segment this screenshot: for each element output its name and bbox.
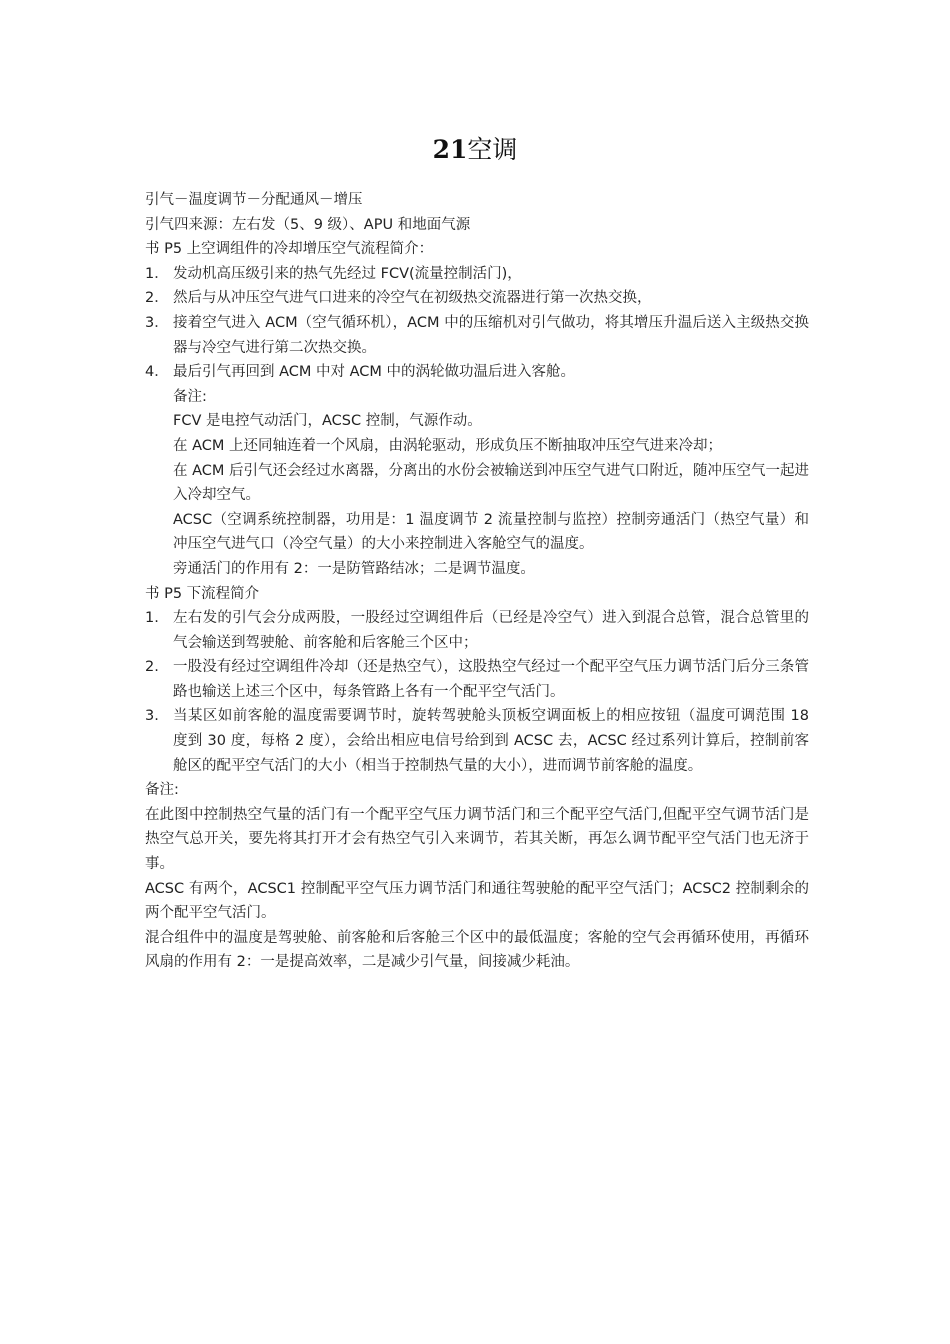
lower-list-item [145,606,809,655]
upper-list-item [145,311,809,360]
list-marker: 4． [145,364,169,381]
intro-line: 引气－温度调节－分配通风－增压 [145,192,363,208]
list-item-text: 接着空气进入 ACM（空气循环机），ACM 中的压缩机对引气做功，将其增压升温后送入主级热交换器与冷空气进行第二次热交换。 [173,314,809,356]
section-heading: 书 P5 下流程简介 [145,585,260,602]
list-marker: 3. [145,708,159,725]
list-marker: 3． [145,314,169,331]
document-body [145,188,809,975]
intro-line: 书 P5 上空调组件的冷却增压空气流程简介： [145,241,434,258]
list-marker: 2. [145,659,159,676]
list-item-text: 一股没有经过空调组件冷却（还是热空气），这股热空气经过一个配平空气压力调节活门后分三条管路也输送上述三个区中，每条管路上各有一个配平空气活门。 [173,659,809,700]
lower-note: 混合组件中的温度是驾驶舱、前客舱和后客舱三个区中的最低温度；客舱的空气会再循环使用，再循环风扇的作用有 2：一是提高效率，二是减少引气量，间接减少耗油。 [145,929,809,971]
list-item-text: 最后引气再回到 ACM 中对 ACM 中的涡轮做功温后进入客舱。 [173,364,576,381]
upper-note: 旁通活门的作用有 2：一是防管路结冰；二是调节温度。 [173,560,535,577]
list-item-text: 发动机高压级引来的热气先经过 FCV(流量控制活门)， [173,265,522,282]
upper-note: ACSC（空调系统控制器，功用是：1 温度调节 2 流量控制与监控）控制旁通活门（热空气量）和冲压空气进气口（冷空气量）的大小来控制进入客舱空气的温度。 [173,511,809,553]
list-marker: 1. [145,610,159,627]
page-title [0,132,950,168]
lower-list-item [145,704,809,778]
upper-list-item [145,286,809,311]
lower-note: ACSC 有两个，ACSC1 控制配平空气压力调节活门和通往驾驶舱的配平空气活门；ACSC2 控制剩余的两个配平空气活门。 [145,880,809,922]
list-marker: 1． [145,265,169,282]
list-item-text: 左右发的引气会分成两股，一股经过空调组件后（已经是冷空气）进入到混合总管，混合总管里的气会输送到驾驶舱、前客舱和后客舱三个区中； [173,610,809,651]
title-number: 21 [432,135,468,164]
lower-note: 在此图中控制热空气量的活门有一个配平空气压力调节活门和三个配平空气活门,但配平空气调节活门是热空气总开关，要先将其打开才会有热空气引入来调节，若其关断，再怎么调节配平空气活门也无济于事。 [145,806,809,873]
list-marker: 2． [145,290,169,307]
intro-line: 引气四来源：左右发（5、9 级）、APU 和地面气源 [145,216,471,233]
notes-heading: 备注: [145,782,179,799]
upper-note: 在 ACM 后引气还会经过水离器，分离出的水份会被输送到冲压空气进气口附近，随冲压空气一起进入冷却空气。 [173,462,810,504]
upper-note: FCV 是电控气动活门，ACSC 控制，气源作动。 [173,413,482,430]
lower-list-item [145,655,809,704]
upper-list-item [145,360,809,385]
list-item-text: 然后与从冲压空气进气口进来的冷空气在初级热交流器进行第一次热交换， [173,290,652,307]
list-item-text: 当某区如前客舱的温度需要调节时，旋转驾驶舱头顶板空调面板上的相应按钮（温度可调范围 18 度到 30 度，每格 2 度），会给出相应电信号给到到 ACSC 去，ACSC 经过系列计算后，控制前客舱区的配平空气活门的大小（相当于控制热气量的大小），进而调节前客舱的温度。 [173,708,809,774]
title-text: 空调 [467,135,518,164]
upper-list-item [145,262,809,287]
upper-note: 备注: [173,388,207,405]
upper-note: 在 ACM 上还同轴连着一个风扇，由涡轮驱动，形成负压不断抽取冲压空气进来冷却； [173,437,723,454]
